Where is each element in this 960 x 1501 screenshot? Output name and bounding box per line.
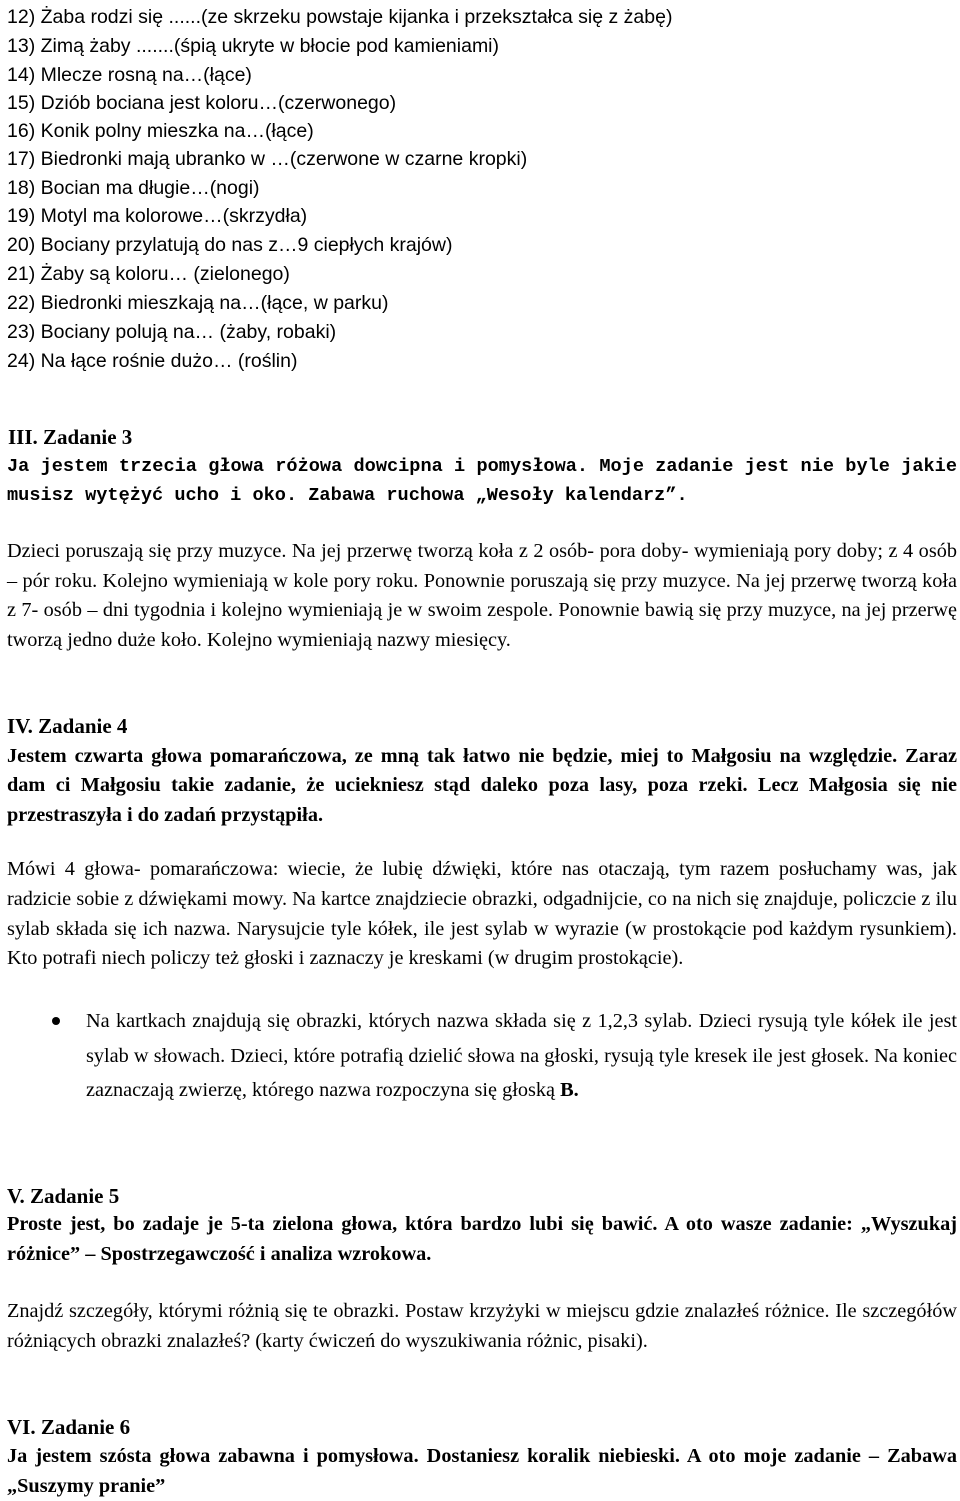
task6-heading: VI. Zadanie 6 [7,1415,131,1439]
task5-heading: V. Zadanie 5 [7,1184,120,1208]
task4-body: Mówi 4 głowa- pomarańczowa: wiecie, że lubię dźwięki, które nas otaczają, tym razem posłuchamy was, jak radzicie sobie z dźwiękami mowy. Na kartce znajdziecie obrazki, odgadnijcie, co na nich się znajduje, policzcie z ilu sylab składa się ich nazwa. Narysujcie tyle kółek, ile jest sylab w wyrazie (w prostokącie pod każdym rysunkiem). Kto potrafi niech policzy też głoski i zaznaczy je kreskami (w drugim prostokącie). [7,858,957,970]
task6-intro: Ja jestem szósta głowa zabawna i pomysłowa. Dostaniesz koralik niebieski. A oto moje zadanie – Zabawa „Suszymy pranie” [7,1445,957,1497]
list-item: 13) Zimą żaby .......(śpią ukryte w błocie pod kamieniami) [7,35,500,57]
list-item: 23) Bociany polują na… (żaby, robaki) [7,321,337,343]
list-item: 19) Motyl ma kolorowe…(skrzydła) [7,205,308,227]
list-item: 24) Na łące rośnie dużo… (roślin) [7,350,298,372]
list-item: 17) Biedronki mają ubranko w …(czerwone w czarne kropki) [7,148,528,170]
bullet-icon [52,1017,60,1025]
task3-intro: Ja jestem trzecia głowa różowa dowcipna i pomysłowa. Moje zadanie jest nie byle jakie musisz wytężyć ucho i oko. Zabawa ruchowa „Wesoły kalendarz”. [7,456,957,506]
list-item: 15) Dziób bociana jest koloru…(czerwonego) [7,92,397,114]
list-item: 20) Bociany przylatują do nas z…9 ciepłych krajów) [7,234,453,256]
task3-body: Dzieci poruszają się przy muzyce. Na jej przerwę tworzą koła z 2 osób- pora doby- wymieniają pory doby; z 4 osób – pór roku. Kolejno wymieniają w kole pory roku. Ponownie poruszają się przy muzyce. Na jej przerwę tworzą koła z 7- osób – dni tygodnia i kolejno wymieniają je w swoim zespole. Ponownie bawią się przy muzyce, na jej przerwę tworzą jedno duże koło. Kolejno wymieniają nazwy miesięcy. [7,540,957,651]
task5-intro: Proste jest, bo zadaje je 5-ta zielona głowa, która bardzo lubi się bawić. A oto wasze zadanie: „Wyszukaj różnice” – Spostrzegawczość i analiza wzrokowa. [7,1213,957,1265]
task4-heading: IV. Zadanie 4 [7,714,128,738]
list-item: 16) Konik polny mieszka na…(łące) [7,120,314,142]
list-item: 14) Mlecze rosną na…(łące) [7,64,252,86]
bullet-text: Na kartkach znajdują się obrazki, których nazwa składa się z 1,2,3 sylab. Dzieci rysują tyle kółek ile jest sylab w słowach. Dzieci, które potrafią dzielić słowa na głoski, rysują tyle kresek ile jest głosek. Na koniec zaznaczają zwierzę, którego nazwa rozpoczyna się głoską [86,1010,957,1101]
bullet-item [86,1004,957,1108]
task5-body: Znajdź szczegóły, którymi różnią się te obrazki. Postaw krzyżyki w miejscu gdzie znalazłeś różnice. Ile szczegółów różniących obrazki znalazłeś? (karty ćwiczeń do wyszukiwania różnic, pisaki). [7,1300,957,1352]
list-item: 18) Bocian ma długie…(nogi) [7,177,260,199]
task3-heading: III. Zadanie 3 [8,425,133,449]
list-item: 22) Biedronki mieszkają na…(łące, w parku) [7,292,389,314]
bullet-bold-letter: B. [560,1079,579,1101]
list-item: 12) Żaba rodzi się ......(ze skrzeku powstaje kijanka i przekształca się z żabę) [7,6,673,28]
task4-intro: Jestem czwarta głowa pomarańczowa, ze mną tak łatwo nie będzie, miej to Małgosiu na względzie. Zaraz dam ci Małgosiu takie zadanie, że uciekniesz stąd daleko poza lasy, poza rzeki. Lecz Małgosia się nie przestraszyła i do zadań przystąpiła. [7,745,957,826]
list-item: 21) Żaby są koloru… (zielonego) [7,263,290,285]
